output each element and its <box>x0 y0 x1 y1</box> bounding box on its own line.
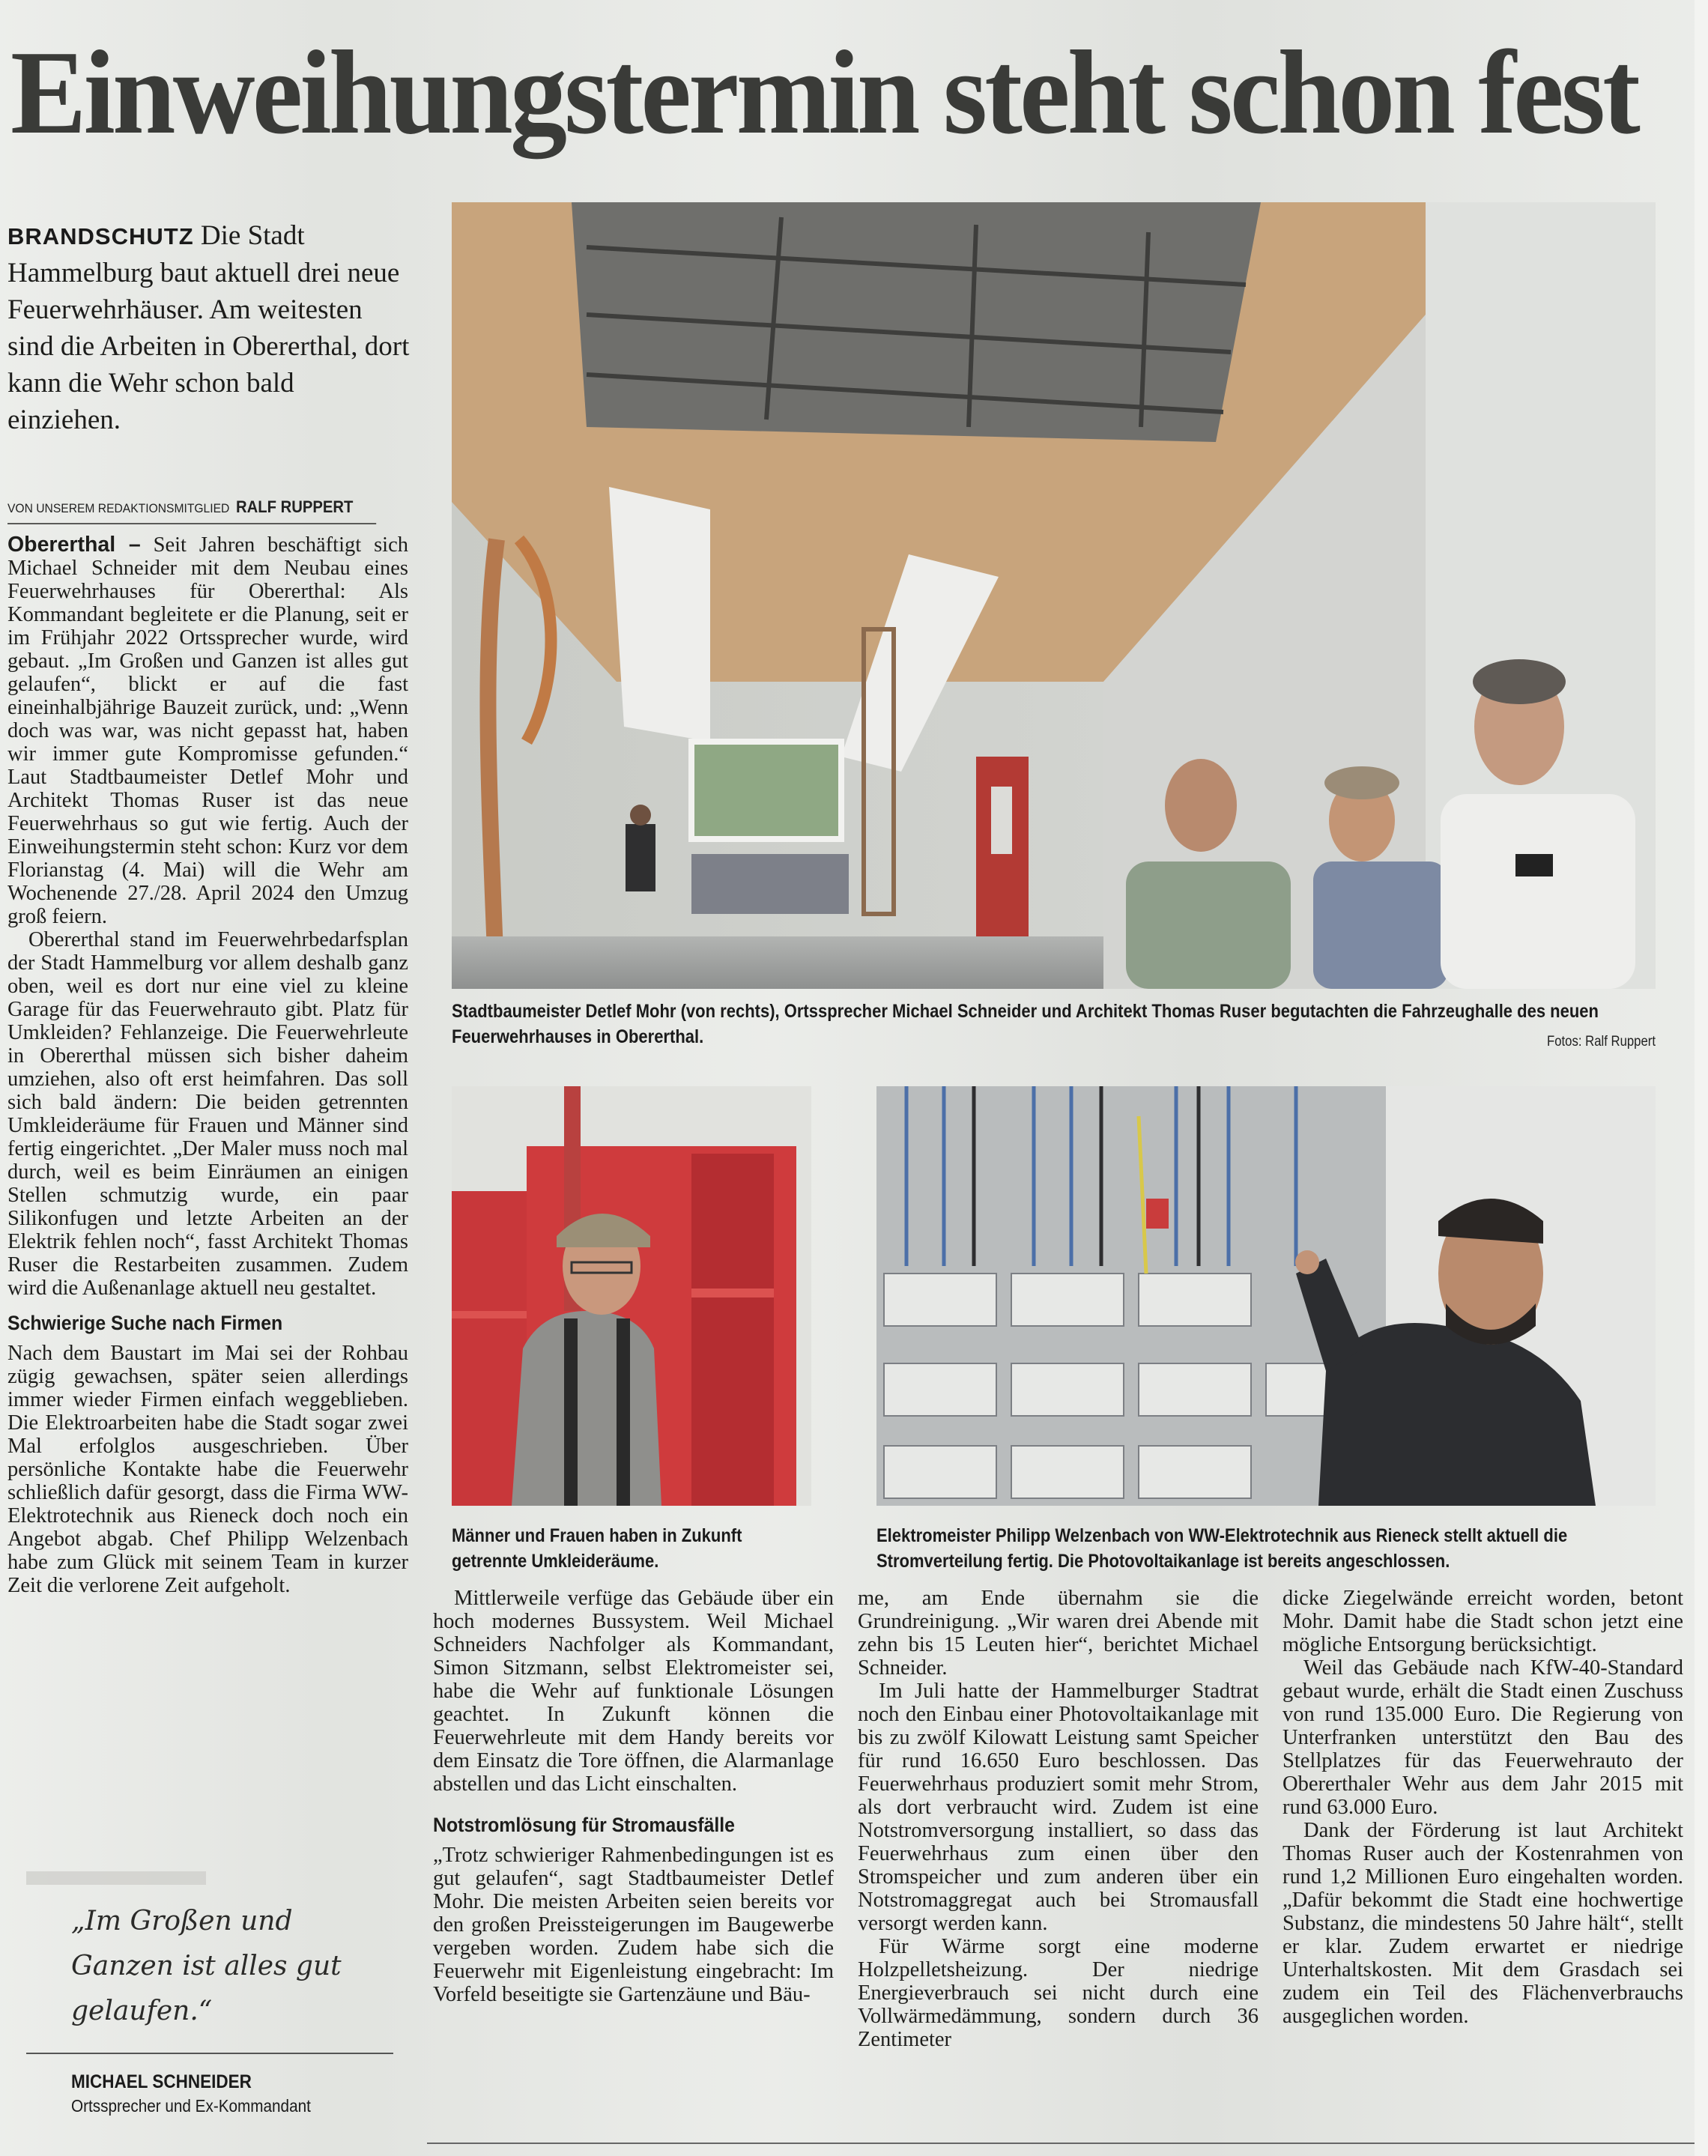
locker-room-image <box>452 1086 811 1506</box>
lead-paragraph <box>7 217 412 438</box>
col1-para-3: Nach dem Baustart im Mai sei der Rohbau zügig gewachsen, später seien allerdings immer wieder Firmen einfach weggeblieben. Die Elektroarbeiten habe die Stadt sogar zwei Mal erfolglos ausgeschrieben. Über persönliche Kontakte habe die Feuerwehr schließlich dafür gesorgt, dass die Firma WW-Elektrotechnik aus Rieneck doch noch ein Angebot abgab. Chef Philipp Welzenbach habe zum Glück mit seinem Team in kurzer Zeit die verlorene Zeit aufgeholt. <box>7 1342 408 1597</box>
column-2 <box>433 1587 834 2006</box>
pull-quote: „Im Großen und Ganzen ist alles gut gelaufen.“ <box>71 1906 342 2026</box>
dateline: Obererthal – <box>7 533 141 557</box>
faded-rule <box>26 1871 206 1885</box>
caption-electrical: Elektromeister Philipp Welzenbach von WW-Elektrotechnik aus Rieneck stellt aktuell die Stromverteilung fertig. Die Photovoltaikanlage ist bereits angeschlossen. <box>876 1525 1568 1572</box>
col4-para-2: Weil das Gebäude nach KfW-40-Standard gebaut wurde, erhält die Stadt einen Zuschuss von rund 135.000 Euro. Die Regierung von Unterfranken unterstützt den Bau des Stellplatzes für das Feuerwehrauto der Obererthaler Wehr aus dem Jahr 2015 mit rund 63.000 Euro. <box>1282 1656 1683 1819</box>
col3-para-2: Im Juli hatte der Hammelburger Stadtrat noch den Einbau einer Photovoltaikanlage mit bis zu zwölf Kilowatt Leistung samt Speicher für rund 16.650 Euro beschlossen. Das Feuerwehrhaus produziert somit mehr Strom, als dort verbraucht wird. Zudem ist eine Notstromversorgung installiert, so dass das Feuerwehrhaus zum einen über den Stromspeicher und zum anderen über ein Notstromaggregat auch bei Stromausfall versorgt werden kann. <box>858 1680 1259 1935</box>
quote-attribution-role: Ortssprecher und Ex-Kommandant <box>71 2096 311 2116</box>
lead-text: Die Stadt Hammelburg baut aktuell drei neue Feuerwehrhäuser. Am weitesten sind die Arbeiten in Obererthal, dort kann die Wehr schon bald einziehen. <box>7 220 410 435</box>
photo-locker-room <box>452 1086 811 1506</box>
byline-prefix: VON UNSEREM REDAKTIONSMITGLIED <box>7 501 230 515</box>
photo-credit: Fotos: Ralf Ruppert <box>1547 1034 1656 1050</box>
column-1 <box>7 533 408 1597</box>
bottom-rule <box>427 2143 1695 2144</box>
subhead-firmen: Schwierige Suche nach Firmen <box>7 1312 283 1334</box>
byline <box>7 497 376 524</box>
col2-para-1: Mittlerweile verfüge das Gebäude über ein hoch modernes Bussystem. Weil Michael Schneiders Nachfolger als Kommandant, Simon Sitzmann, selbst Elektromeister sei, habe die Wehr auf funktionale Lösungen geachtet. In Zukunft können die Feuerwehrleute mit dem Handy bereits vor dem Einsatz die Tore öffnen, die Alarmanlage abstellen und das Licht einschalten. <box>433 1587 834 1796</box>
col1-para-1-text: Seit Jahren beschäftigt sich Michael Schneider mit dem Neubau eines Feuerwehrhauses für Obererthal: Als Kommandant begleitete er die Planung, seit er im Frühjahr 2022 Ortssprecher wurde, wird gebaut. „Im Großen und Ganzen ist alles gut gelaufen“, blickt er auf die fast eineinhalbjährige Bauzeit zurück, und: „Wenn doch was war, was nicht gepasst hat, haben wir immer gute Kompromisse gefunden.“ Laut Stadtbaumeister Detlef Mohr und Architekt Thomas Ruser ist das neue Feuerwehrhaus so gut wie fertig. Auch der Einweihungstermin steht schon: Kurz vor dem Florianstag (4. Mai) will die Wehr am Wochenende 27./28. April 2024 den Umzug groß feiern. <box>7 533 408 928</box>
headline: Einweihungstermin steht schon fest <box>10 25 1638 159</box>
col4-para-3: Dank der Förderung ist laut Architekt Thomas Ruser auch der Kostenrahmen von rund 1,2 Millionen Euro eingehalten worden. „Dafür bekommt die Stadt eine hochwertige Substanz, die mindestens 50 Jahre hält“, stellt er klar. Zudem erwartet er niedrige Unterhaltskosten. Mit dem Grasdach sei zudem ein Teil des Flächenverbrauchs ausgeglichen worden. <box>1282 1819 1683 2028</box>
col3-para-1: me, am Ende übernahm sie die Grundreinigung. „Wir waren drei Abende mit zehn bis 15 Leuten hier“, berichtet Michael Schneider. <box>858 1587 1259 1680</box>
kicker: BRANDSCHUTZ <box>7 223 194 249</box>
photo-electrical-panel <box>876 1086 1656 1506</box>
col1-para-1 <box>7 533 408 928</box>
col2-para-2: „Trotz schwieriger Rahmenbedingungen ist es gut gelaufen“, sagt Stadtbaumeister Detlef Mohr. Die meisten Arbeiten seien bereits vor den großen Preissteigerungen im Baugewerbe vergeben worden. Zudem habe sich die Feuerwehr mit Eigenleistung eingebracht: Im Vorfeld beseitigte sie Gartenzäune und Bäu- <box>433 1844 834 2006</box>
caption-main-photo: Stadtbaumeister Detlef Mohr (von rechts), Ortssprecher Michael Schneider und Architekt Thomas Ruser begutachten die Fahrzeughalle des neuen Feuerwehrhauses in Obererthal. <box>452 1001 1599 1047</box>
page-edge <box>1695 0 1708 2156</box>
column-3 <box>858 1587 1259 2051</box>
quote-divider <box>26 2053 393 2054</box>
col1-para-2: Obererthal stand im Feuerwehrbedarfsplan der Stadt Hammelburg vor allem deshalb ganz oben, weil es dort nur eine viel zu kleine Garage für das Feuerwehrauto gibt. Platz für Umkleiden? Fehlanzeige. Die Feuerwehrleute in Obererthal müssen sich bisher daheim umziehen, also oft erst heimfahren. Das soll sich bald ändern: Die beiden getrennten Umkleideräume für Frauen und Männer sind fertig eingerichtet. „Der Maler muss noch mal durch, weil es beim Einräumen an einigen Stellen schmutzig wurde, ein paar Silikonfugen und letzte Arbeiten an der Elektrik fehlen noch“, fasst Architekt Thomas Ruser die Restarbeiten zusammen. Zudem wird die Außenanlage aktuell neu gestaltet. <box>7 928 408 1300</box>
caption-lockers: Männer und Frauen haben in Zukunft getrennte Umkleideräume. <box>452 1525 742 1572</box>
photo-vehicle-hall <box>452 202 1656 989</box>
byline-author: RALF RUPPERT <box>236 497 354 516</box>
col3-para-3: Für Wärme sorgt eine moderne Holzpelletsheizung. Der niedrige Energieverbrauch sei nicht durch eine Vollwärmedämmung, sondern durch 36 Zentimeter <box>858 1935 1259 2051</box>
electrical-panel-image <box>876 1086 1656 1506</box>
quote-attribution-name: MICHAEL SCHNEIDER <box>71 2071 252 2092</box>
col4-para-1: dicke Ziegelwände erreicht worden, betont Mohr. Damit habe die Stadt schon jetzt eine mögliche Entsorgung berücksichtigt. <box>1282 1587 1683 1656</box>
vehicle-hall-image <box>452 202 1656 989</box>
column-4 <box>1282 1587 1683 2028</box>
subhead-notstrom: Notstromlösung für Stromausfälle <box>433 1814 736 1836</box>
